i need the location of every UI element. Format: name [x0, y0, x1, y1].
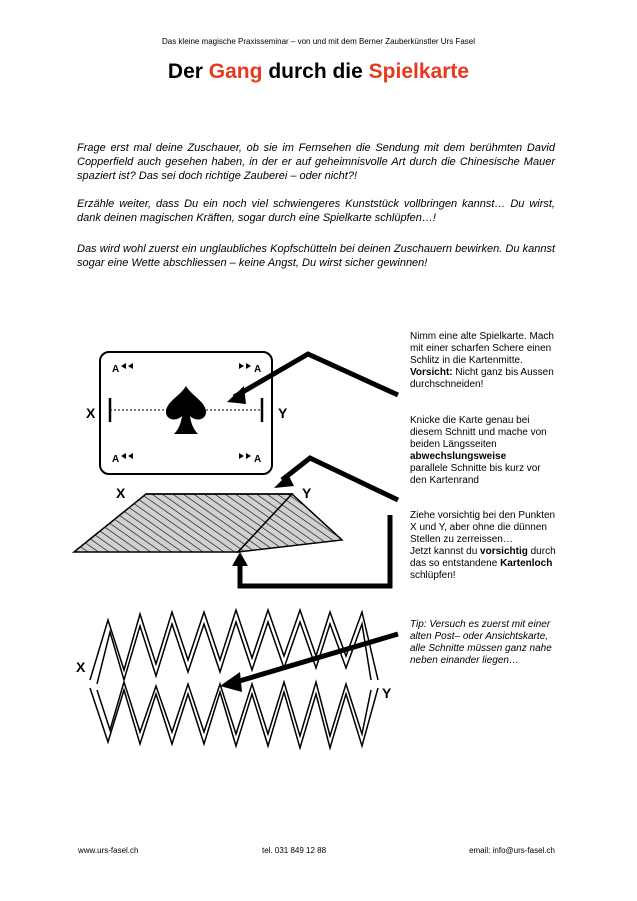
step-3-instruction: Ziehe vorsichtig bei den Punkten X und Y, aber ohne die dünnen Stellen zu zerreissen…: [410, 510, 556, 545]
label-x-folded: X: [116, 485, 126, 501]
step-3-instruction-3: durch das so entstandene: [410, 546, 556, 569]
card-corner-label: A: [254, 364, 262, 375]
step-3-instruction-2: Jetzt kannst du: [410, 546, 481, 557]
step-3-instruction-4: schlüpfen!: [410, 570, 456, 581]
tip-text: Tip: Versuch es zuerst mit einer alten Post– oder Ansichtskarte, alle Schnitte müssen ganz nahe neben einander liegen…: [410, 619, 552, 666]
step-2-instruction-end: parallele Schnitte bis kurz vor den Kartenrand: [410, 463, 541, 486]
step-2-text: [410, 415, 560, 487]
footer-phone: tel. 031 849 12 88: [262, 846, 327, 855]
intro-paragraph-3: Das wird wohl zuerst ein unglaubliches Kopfschütteln bei deinen Zuschauern bewirken. Du kannst sogar eine Wette abschliessen – keine Angst, Du wirst sicher gewinnen!: [77, 243, 555, 269]
label-x-loop: X: [76, 659, 86, 675]
playing-card-illustration: [100, 352, 272, 474]
label-x-card: X: [86, 405, 96, 421]
title-part-durch-die: durch die: [268, 60, 363, 83]
step-3-emphasis-1: vorsichtig: [480, 546, 528, 557]
step-1-warning-text: Nicht ganz bis Aussen durchschneiden!: [410, 367, 554, 390]
title-part-gang: Gang: [208, 60, 263, 83]
step-3-text: [410, 510, 560, 582]
header-subtitle: Das kleine magische Praxisseminar – von und mit dem Berner Zauberkünstler Urs Fasel: [161, 37, 475, 46]
footer-website: www.urs-fasel.ch: [78, 846, 139, 855]
footer-email: email: info@urs-fasel.ch: [469, 846, 555, 855]
step-1-instruction: Nimm eine alte Spielkarte. Mach mit einer scharfen Schere einen Schlitz in die Kartenmitte.: [410, 331, 554, 366]
step-3-emphasis-2: Kartenloch: [500, 558, 553, 569]
intro-paragraph-2: Erzähle weiter, dass Du ein noch viel schwiengeres Kunststück vollbringen kannst… Du wirst, dank deinen magischen Kräften, sogar durch eine Spielkarte schlüpfen…!: [77, 198, 555, 224]
card-corner-label: A: [254, 454, 262, 465]
label-y-card: Y: [278, 405, 288, 421]
label-y-folded: Y: [302, 485, 312, 501]
step-1-text: [410, 331, 560, 391]
card-corner-label: A: [112, 454, 120, 465]
step-2-emphasis: abwechslungsweise: [410, 451, 507, 462]
folded-card-illustration: [74, 494, 342, 552]
title-part-spielkarte: Spielkarte: [368, 60, 470, 83]
label-y-loop: Y: [382, 685, 392, 701]
step-1-warning-label: Vorsicht:: [410, 367, 453, 378]
intro-paragraph-1: Frage erst mal deine Zuschauer, ob sie im Fernsehen die Sendung mit dem berühmten David Copperfield auch gesehen haben, in der er auf geheimnisvolle Art durch die Chinesische Mauer spaziert ist? Das sei doch richtige Zauberei – oder nicht?!: [77, 142, 555, 182]
title-part-der: Der: [167, 60, 203, 83]
step-2-instruction: Knicke die Karte genau bei diesem Schnitt und mache von beiden Längsseiten: [410, 415, 547, 450]
card-corner-label: A: [112, 364, 120, 375]
